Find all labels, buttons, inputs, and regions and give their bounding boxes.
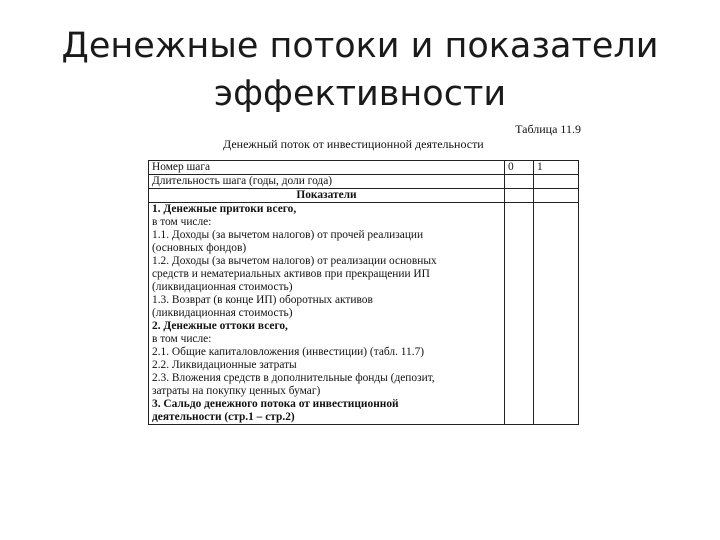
empty-cell [505,189,534,203]
table-caption: Денежный поток от инвестиционной деятельности [223,137,484,151]
indicator-line: 2.2. Ликвидационные затраты [152,359,297,371]
table-row [149,161,579,175]
cash-flow-table-image [145,120,581,465]
indicator-line: 2.1. Общие капиталовложения (инвестиции) (табл. 11.7) [152,346,425,358]
step-duration-label: Длительность шага (годы, доли года) [149,175,505,189]
indicator-line: в том числе: [152,333,212,345]
empty-cell [505,203,534,425]
indicators-list [149,203,505,425]
indicator-line: 1.1. Доходы (за вычетом налогов) от прочей реализации [152,229,424,241]
indicator-line: (ликвидационная стоимость) [152,307,293,319]
indicator-line: средств и нематериальных активов при прекращении ИП [152,268,430,280]
cash-flow-table [148,160,579,425]
slide-title-line-2: эффективности [213,74,507,114]
indicator-line: в том числе: [152,216,212,228]
indicator-line: 3. Сальдо денежного потока от инвестиционной [152,398,399,410]
indicator-line: 1.3. Возврат (в конце ИП) оборотных активов [152,294,373,306]
step-number-label: Номер шага [149,161,505,175]
indicator-line: затраты на покупку ценных бумаг) [152,385,321,397]
indicator-line: 1. Денежные притоки всего, [152,203,297,215]
table-number: Таблица 11.9 [515,122,581,136]
empty-cell [534,203,579,425]
indicator-line: 2. Денежные оттоки всего, [152,320,288,332]
empty-cell [534,175,579,189]
indicator-line: 2.3. Вложения средств в дополнительные фонды (депозит, [152,372,435,384]
slide-title [40,22,680,118]
empty-cell [505,175,534,189]
step-col-0: 0 [505,161,534,175]
indicator-line: 1.2. Доходы (за вычетом налогов) от реализации основных [152,255,437,267]
indicator-line: деятельности (стр.1 – стр.2) [152,411,295,423]
indicator-line: (основных фондов) [152,242,247,254]
slide-title-line-1: Денежные потоки и показатели [61,26,659,66]
indicators-header: Показатели [149,189,505,203]
indicator-line: (ликвидационная стоимость) [152,281,293,293]
table-row [149,203,579,425]
step-col-1: 1 [534,161,579,175]
table-row [149,175,579,189]
empty-cell [534,189,579,203]
table-row [149,189,579,203]
